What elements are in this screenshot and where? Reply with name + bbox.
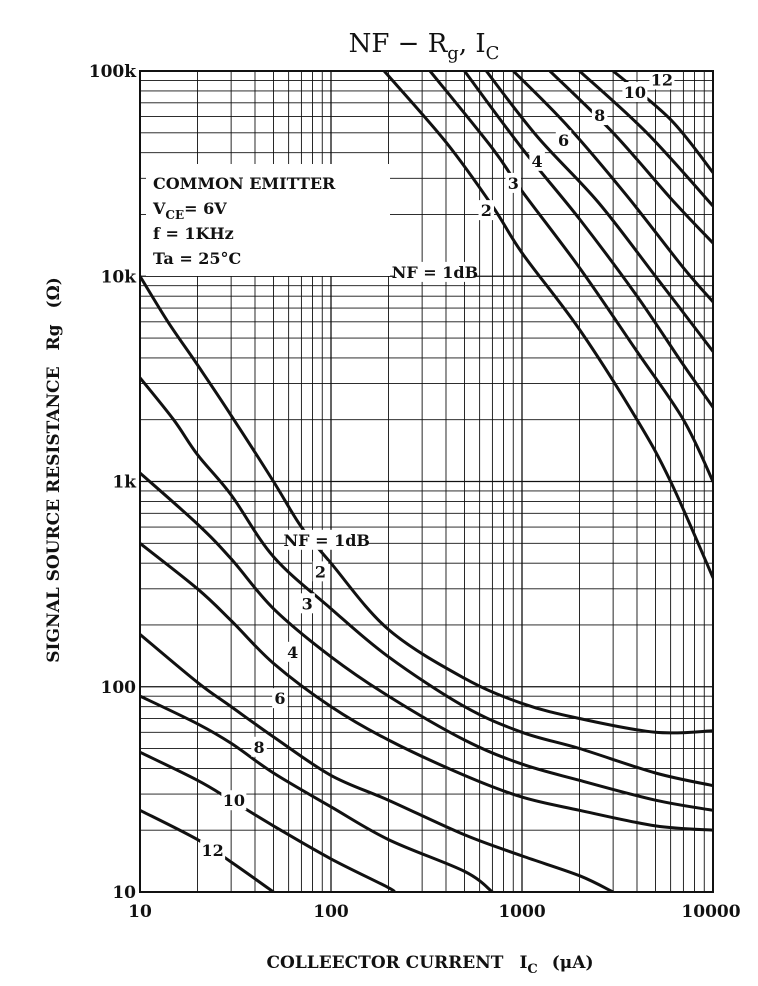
lower-label-10: 10 — [222, 791, 245, 811]
y-tick-label: 100 — [100, 677, 136, 698]
lower-curve-nf1db — [140, 276, 713, 733]
x-axis-label: COLLEECTOR CURRENT $I_C$ (μA) — [266, 953, 594, 977]
condition-frequency: f = 1KHz — [153, 224, 234, 243]
upper-label-4: 4 — [531, 151, 543, 171]
lower-label-2: 2 — [314, 562, 326, 582]
conditions-box — [146, 164, 390, 276]
upper-label-8: 8 — [594, 106, 606, 126]
lower-curve-2 — [140, 378, 713, 786]
y-axis-label: SIGNAL SOURCE RESISTANCERg(Ω) — [44, 277, 64, 663]
condition-temperature: Ta = 25°C — [153, 249, 242, 268]
lower-label-12: 12 — [201, 841, 224, 861]
lower-label-8: 8 — [253, 737, 265, 757]
x-tick-label: 10000 — [681, 902, 741, 922]
lower-label-3: 3 — [301, 594, 313, 614]
chart-title: NF − $R_g$, $I_C$ — [348, 29, 500, 64]
y-tick-label: 100k — [88, 62, 136, 82]
upper-label-12: 12 — [650, 70, 674, 90]
x-tick-label: 100 — [313, 902, 349, 922]
x-tick-label: 10 — [128, 902, 152, 922]
upper-label-nf1db: NF = 1dB — [391, 262, 479, 282]
x-tick-label: 1000 — [498, 902, 546, 922]
y-tick-label: 10k — [100, 267, 136, 288]
lower-label-6: 6 — [274, 689, 286, 709]
upper-label-10: 10 — [623, 83, 647, 103]
lower-label-4: 4 — [287, 642, 299, 662]
condition-mode: COMMON EMITTER — [153, 174, 336, 193]
upper-label-6: 6 — [557, 131, 570, 151]
upper-label-2: 2 — [480, 201, 492, 221]
y-tick-label: 10 — [112, 883, 136, 903]
upper-label-3: 3 — [507, 173, 519, 193]
condition-vce: $V_{CE}= 6V$ — [153, 199, 227, 222]
y-tick-label: 1k — [112, 472, 136, 493]
upper-curve-3 — [465, 71, 714, 407]
lower-label-nf1db: NF = 1dB — [283, 530, 370, 550]
